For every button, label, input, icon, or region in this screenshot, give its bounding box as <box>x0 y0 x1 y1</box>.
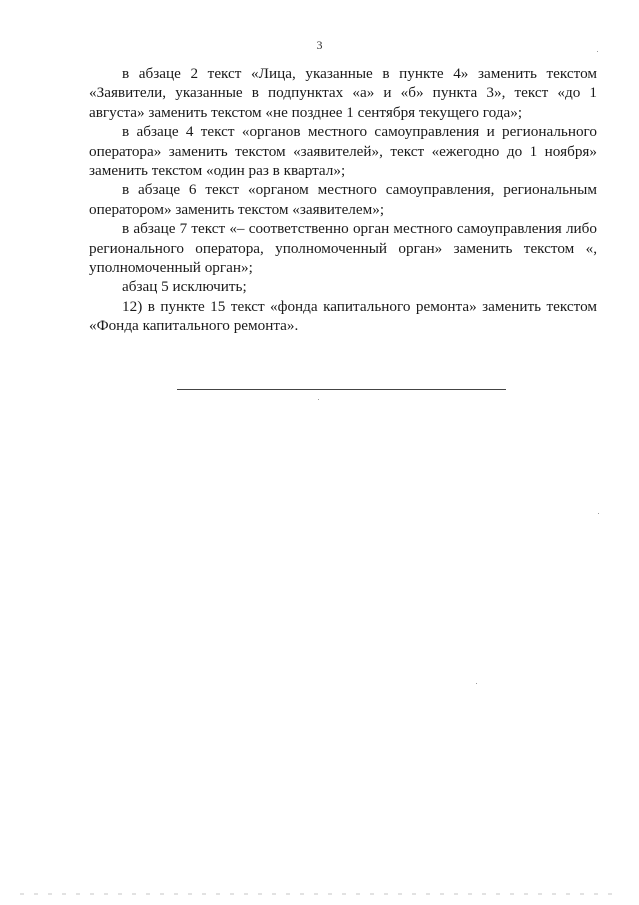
paragraph-item-12: 12) в пункте 15 текст «фонда капитального ремонта» заменить текстом «Фонда капитального ремонта». <box>89 297 597 335</box>
paragraph-abzac-4: в абзаце 4 текст «органов местного самоуправления и регионального оператора» заменить текстом «заявителей», текст «ежегодно до 1 ноября» заменить текстом «один раз в квартал»; <box>89 123 597 180</box>
scan-speck <box>598 513 599 514</box>
closing-rule <box>177 389 506 390</box>
scan-speck <box>597 51 598 52</box>
paragraph-abzac-2: в абзаце 2 текст «Лица, указанные в пункте 4» заменить текстом «Заявители, указанные в подпунктах «а» и «б» пункта 3», текст «до 1 августа» заменить текстом «не позднее 1 сентября текущего года»; <box>89 65 597 121</box>
paragraph-abzac-5-exclude: абзац 5 исключить; <box>122 278 247 296</box>
page-number: 3 <box>316 38 323 52</box>
scan-edge-noise <box>20 893 620 895</box>
scan-speck <box>476 683 477 684</box>
paragraph-abzac-7: в абзаце 7 текст «– соответственно орган местного самоуправления либо регионального оператора, уполномоченный орган» заменить текстом «, уполномоченный орган»; <box>89 220 597 277</box>
document-body <box>89 64 597 336</box>
paragraph-abzac-6: в абзаце 6 текст «органом местного самоуправления, региональным оператором» заменить текстом «заявителем»; <box>89 181 597 218</box>
scan-speck <box>318 399 319 400</box>
